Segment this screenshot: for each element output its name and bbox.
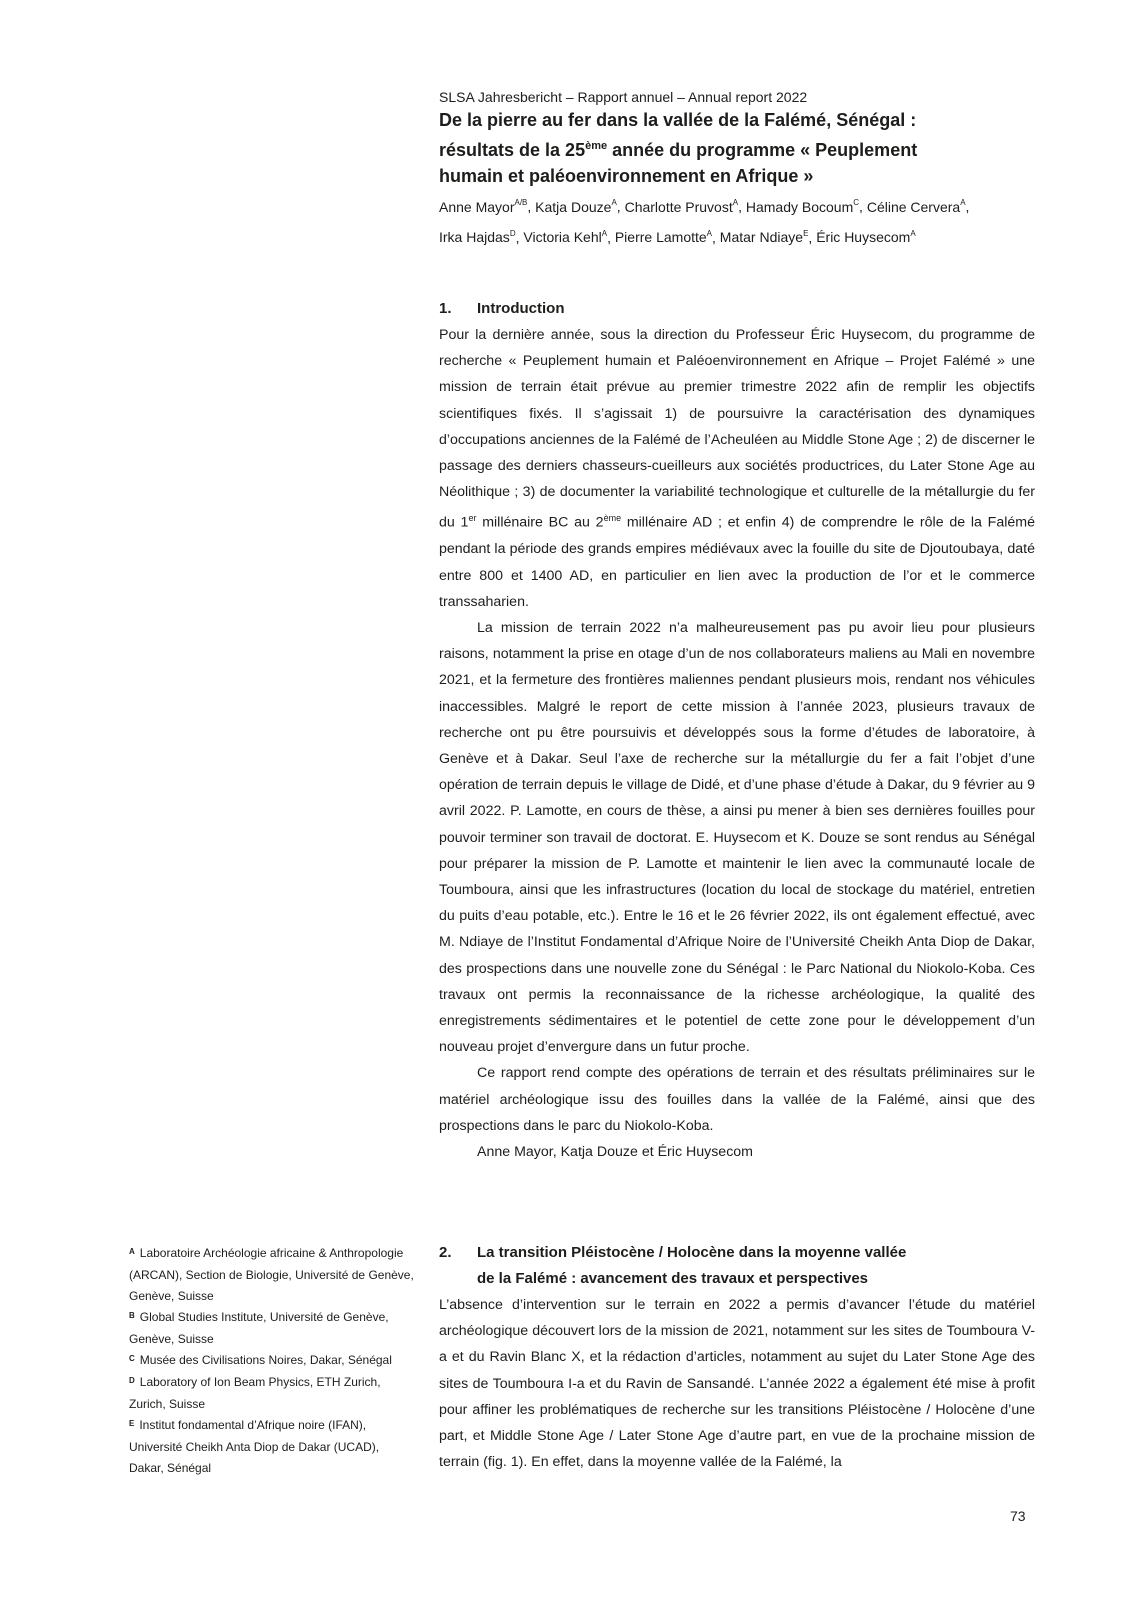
paragraph: L’absence d’intervention sur le terrain en 2022 a permis d’avancer l’étude du matériel archéologique découvert lors de la mission de 2021, notamment sur les sites de Toumboura V-a et du Ravin Blanc X, et la rédaction d’articles, notamment au sujet du Later Stone Age des sites de Toumboura I-a et du Ravin de Sansandé. L’année 2022 a également été mise à profit pour affiner les problématiques de recherche sur les transitions Pléistocène / Holocène d’une part, et Middle Stone Age / Later Stone Age d’autre part, en vue de la prochaine mission de terrain (fig. 1). En effet, dans la moyenne vallée de la Falémé, la xyxy=(439,1297,1035,1471)
title-line-2a: résultats de la 25 xyxy=(439,140,586,160)
title-line-2b: année du programme « Peuplement xyxy=(607,140,918,160)
affiliation-item: $^B$ Global Studies Institute, Université de Genève, Genève, Suisse xyxy=(129,1310,389,1346)
author: Hamady Bocoum$^C$ xyxy=(745,198,860,215)
author: Éric Huysecom$^A$ xyxy=(816,228,916,246)
paragraph: Pour la dernière année, sous la direction du Professeur Éric Huysecom, du programme de recherche « Peuplement humain et Paléoenvironnement en Afrique – Projet Falémé » une mission de terrain était prévue au premier trimestre 2022 afin de remplir les objectifs scientifiques fixés. Il s’agissait 1) de poursuivre la caractérisation des dynamiques d’occupations anciennes de la Falémé de l’Acheuléen au Middle Stone Age ; 2) de discerner le passage des derniers chasseurs-cueilleurs aux sociétés productrices, du Later Stone Age au Néolithique ; 3) de documenter la variabilité technologique et culturelle de la métallurgie du fer du 1er millénaire BC au 2ème millénaire AD ; et enfin 4) de comprendre le rôle de la Falémé pendant la période des grands empires médiévaux avec la fouille du site de Djoutoubaya, daté entre 800 et 1400 AD, en particulier en lien avec la production de l’or et le commerce transsaharien. xyxy=(439,327,1035,610)
title-line-1: De la pierre au fer dans la vallée de la Falémé, Sénégal : xyxy=(439,110,917,130)
section-introduction xyxy=(439,296,1035,1165)
author-list: Anne Mayor$^{A/B}$, Katja Douze$^A$, Charlotte Pruvost$^A$, Hamady Bocoum$^C$, Céline Cervera$^A$, Irka Hajdas$^D$, Victoria Kehl$^A$, Pierre Lamotte$^A$, Matar Ndiaye$^E$, Éric Huysecom$^A$ xyxy=(439,198,970,246)
author: Charlotte Pruvost$^A$ xyxy=(624,198,739,215)
author: Anne Mayor$^{A/B}$ xyxy=(439,198,528,215)
affiliation-item: $^A$ Laboratoire Archéologie africaine & Anthropologie (ARCAN), Section de Biologie, Université de Genève, Genève, Suisse xyxy=(129,1246,414,1303)
article-title xyxy=(439,107,1035,189)
title-line-3: humain et paléoenvironnement en Afrique » xyxy=(439,166,814,186)
section-heading xyxy=(439,296,1035,322)
title-superscript: ème xyxy=(585,140,608,152)
author: Irka Hajdas$^D$ xyxy=(439,228,516,246)
author: Matar Ndiaye$^E$ xyxy=(719,228,809,246)
author: Katja Douze$^A$ xyxy=(535,198,617,215)
section-transition xyxy=(439,1240,1035,1475)
journal-line: SLSA Jahresbericht – Rapport annuel – Annual report 2022 xyxy=(439,89,808,105)
page-number: 73 xyxy=(1010,1508,1026,1524)
affiliations-footnote xyxy=(129,1243,415,1479)
author: Victoria Kehl$^A$ xyxy=(523,228,608,246)
paragraph: La mission de terrain 2022 n’a malheureusement pas pu avoir lieu pour plusieurs raisons, notamment la prise en otage d’un de nos collaborateurs maliens au Mali en novembre 2021, et la fermeture des frontières maliennes pendant plusieurs mois, rendant nos véhicules inaccessibles. Malgré le report de cette mission à l’année 2023, plusieurs travaux de recherche ont pu être poursuivis et développés sous la forme d’études de laboratoire, à Genève et à Dakar. Seul l’axe de recherche sur la métallurgie du fer a fait l’objet d’une opération de terrain depuis le village de Didé, et d’une phase d’étude à Dakar, du 9 février au 9 avril 2022. P. Lamotte, en cours de thèse, a ainsi pu mener à bien ses dernières fouilles pour pouvoir terminer son travail de doctorat. E. Huysecom et K. Douze se sont rendus au Sénégal pour préparer la mission de P. Lamotte et maintenir le lien avec la communauté locale de Toumboura, ainsi que les infrastructures (location du local de stockage du matériel, entretien du puits d’eau potable, etc.). Entre le 16 et le 26 février 2022, ils ont également effectué, avec M. Ndiaye de l’Institut Fondamental d’Afrique Noire de l’Université Cheikh Anta Diop de Dakar, des prospections dans une nouvelle zone du Sénégal : le Parc National du Niokolo-Koba. Ces travaux ont permis la reconnaissance de la richesse archéologique, la qualité des enregistrements sédimentaires et le potentiel de cette zone pour le développement d’un nouveau projet d’envergure dans un futur proche. xyxy=(439,619,1035,1056)
author: Céline Cervera$^A$ xyxy=(866,198,966,215)
section-title: Introduction xyxy=(477,300,565,317)
section-number: 2. xyxy=(439,1244,452,1261)
affiliation-item: $^E$ Institut fondamental d’Afrique noire (IFAN), Université Cheikh Anta Diop de Dakar (UCAD), Dakar, Sénégal xyxy=(129,1418,380,1475)
section-title: La transition Pléistocène / Holocène dans la moyenne vallée de la Falémé : avancement des travaux et perspectives xyxy=(477,1244,907,1287)
section-heading xyxy=(439,1240,1035,1292)
article-header xyxy=(439,88,1035,251)
paragraph: Ce rapport rend compte des opérations de terrain et des résultats préliminaires sur le matériel archéologique issu des fouilles dans la vallée de la Falémé, ainsi que des prospections dans le parc du Niokolo-Koba. xyxy=(439,1065,1035,1134)
affiliation-item: $^D$ Laboratory of Ion Beam Physics, ETH Zurich, Zurich, Suisse xyxy=(129,1375,381,1411)
section-signature: Anne Mayor, Katja Douze et Éric Huysecom xyxy=(477,1144,753,1161)
affiliation-item: $^C$ Musée des Civilisations Noires, Dakar, Sénégal xyxy=(129,1353,392,1367)
section-number: 1. xyxy=(439,300,452,317)
author: Pierre Lamotte$^A$ xyxy=(614,228,713,246)
